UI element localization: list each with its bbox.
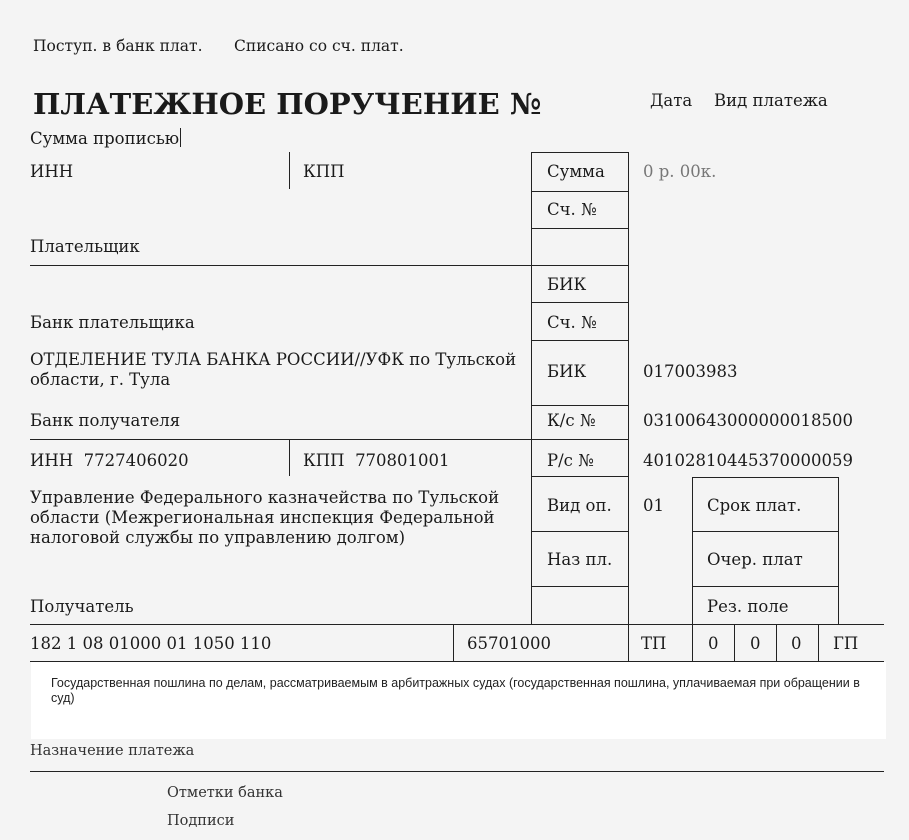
deadline-label: Срок плат.: [707, 496, 802, 515]
doc-date-value: 0: [791, 634, 802, 653]
signatures-label: Подписи: [167, 813, 235, 829]
purpose-label: Назначение платежа: [30, 743, 195, 759]
order-label: Очер. плат: [707, 550, 803, 569]
recipient-kpp: [303, 451, 450, 470]
payment-type-label: Вид платежа: [714, 91, 828, 110]
recipient-kpp-label: КПП: [303, 451, 345, 470]
kbk-value: 182 1 08 01000 01 1050 110: [30, 634, 272, 653]
debited-date-label: Списано со сч. плат.: [234, 37, 404, 55]
payer-account-label: Сч. №: [547, 200, 597, 219]
ks-label: К/с №: [547, 411, 596, 430]
amount-value[interactable]: 0 р. 00к.: [643, 162, 717, 181]
period-value: 0: [708, 634, 719, 653]
ks-value: 03100643000000018500: [643, 411, 853, 430]
doc-number-value: 0: [750, 634, 761, 653]
recipient-inn: [30, 451, 189, 470]
payer-inn-label: ИНН: [30, 162, 74, 181]
payer-bank-bik-label: БИК: [547, 275, 587, 294]
purpose-text: Государственная пошлина по делам, рассматриваемым в арбитражных судах (государственная пошлина, уплачиваемая при обращении в суд): [51, 676, 860, 705]
recipient-bik-value: 017003983: [643, 362, 738, 381]
basis-value: ТП: [641, 634, 667, 653]
payment-type-value: ГП: [833, 634, 859, 653]
purpose-code-label: Наз пл.: [547, 550, 613, 569]
recipient-bank-name: ОТДЕЛЕНИЕ ТУЛА БАНКА РОССИИ//УФК по Тульской области, г. Тула: [30, 350, 517, 389]
payer-bank-account-label: Сч. №: [547, 313, 597, 332]
page-title: ПЛАТЕЖНОЕ ПОРУЧЕНИЕ №: [33, 87, 542, 121]
purpose-textarea[interactable]: [31, 662, 886, 739]
op-type-value: 01: [643, 496, 664, 515]
rs-label: Р/с №: [547, 451, 594, 470]
recipient-bank-label: Банк получателя: [30, 411, 181, 430]
received-date-label: Поступ. в банк плат.: [33, 37, 203, 55]
amount-in-words-field[interactable]: [30, 128, 181, 148]
rs-value: 40102810445370000059: [643, 451, 853, 470]
recipient-label: Получатель: [30, 597, 134, 616]
payer-kpp-label: КПП: [303, 162, 345, 181]
amount-in-words-label: Сумма прописью: [30, 129, 180, 148]
text-cursor: [180, 128, 181, 147]
reserve-field-label: Рез. поле: [707, 597, 789, 616]
bank-marks-label: Отметки банка: [167, 785, 283, 801]
recipient-name: Управление Федерального казначейства по Тульской области (Межрегиональная инспекция Федеральной налоговой службы по управлению долгом): [30, 488, 500, 547]
op-type-label: Вид оп.: [547, 496, 612, 515]
oktmo-value: 65701000: [467, 634, 551, 653]
date-label: Дата: [650, 91, 693, 110]
payer-label: Плательщик: [30, 237, 140, 256]
payer-bank-label: Банк плательщика: [30, 313, 195, 332]
amount-label: Сумма: [547, 162, 605, 181]
recipient-kpp-value: 770801001: [355, 451, 450, 470]
recipient-bik-label: БИК: [547, 362, 587, 381]
recipient-inn-label: ИНН: [30, 451, 74, 470]
recipient-inn-value: 7727406020: [83, 451, 189, 470]
